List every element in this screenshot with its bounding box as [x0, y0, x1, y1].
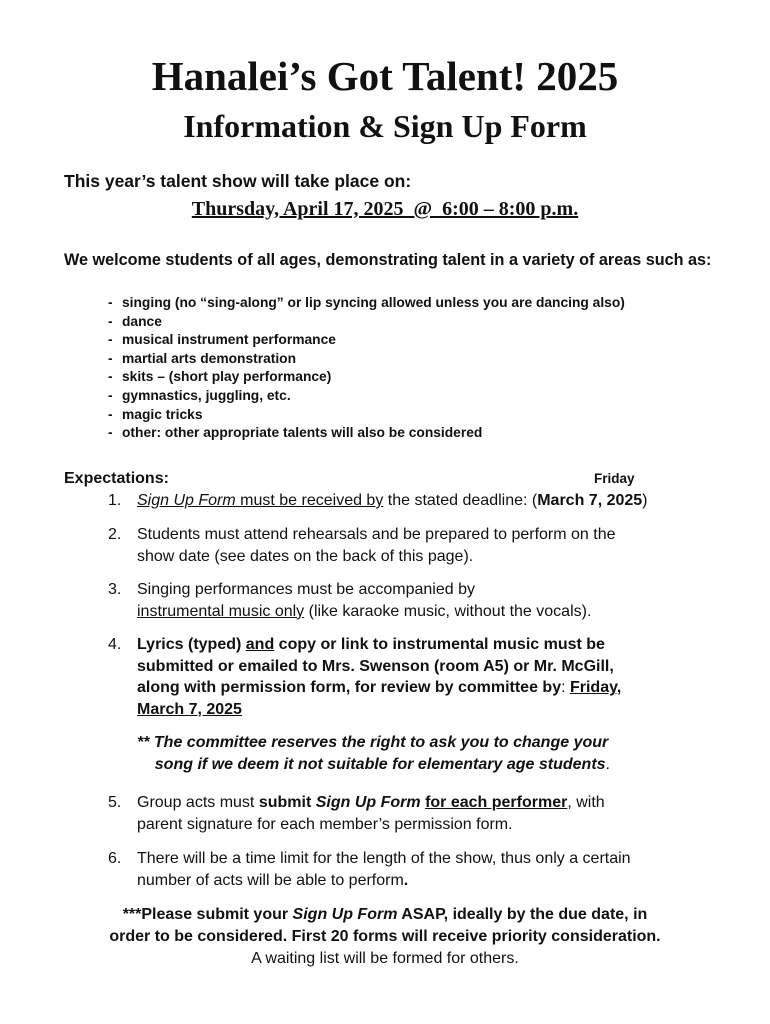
- item-text: Singing performances must be accompanied by instrumental music only (like karaoke music, without the vocals).: [137, 581, 592, 620]
- welcome-paragraph: We welcome students of all ages, demonstrating talent in a variety of areas such as:: [64, 251, 712, 269]
- list-item: - dance: [108, 313, 162, 329]
- item-number: 5.: [108, 794, 122, 811]
- list-item: - magic tricks: [108, 406, 203, 422]
- item-number: 6.: [108, 850, 122, 867]
- event-date-line: [0, 196, 770, 222]
- item-number: 2.: [108, 526, 122, 543]
- item-number: 3.: [108, 581, 122, 598]
- closing-note: ***Please submit your Sign Up Form ASAP, ideally by the due date, in order to be considered. First 20 forms will receive priority consideration. A waiting list will be formed for others.: [109, 906, 661, 967]
- expectations-heading: Expectations:: [64, 470, 169, 487]
- page-title: Hanalei’s Got Talent! 2025: [151, 53, 619, 99]
- list-item: - skits – (short play performance): [108, 369, 332, 385]
- page-subtitle: Information & Sign Up Form: [183, 108, 587, 144]
- item-text: Sign Up Form must be received by the stated deadline: (March 7, 2025): [137, 492, 648, 509]
- item-text: Students must attend rehearsals and be prepared to perform on the show date (see dates on the back of this page).: [137, 526, 616, 565]
- event-date: Thursday, April 17, 2025 @ 6:00 – 8:00 p.m.: [191, 198, 579, 220]
- item-text: Group acts must submit Sign Up Form for each performer, with parent signature for each member’s permission form.: [137, 794, 605, 833]
- item-number: 4.: [108, 636, 122, 653]
- list-item: - martial arts demonstration: [108, 350, 297, 366]
- list-item: - gymnastics, juggling, etc.: [108, 387, 291, 403]
- list-item: - other: other appropriate talents will also be considered: [108, 425, 483, 441]
- talent-areas-list: [108, 294, 625, 443]
- item-text: There will be a time limit for the length of the show, thus only a certain number of acts will be able to perform.: [137, 850, 631, 889]
- list-item: - singing (no “sing-along” or lip syncing allowed unless you are dancing also): [108, 295, 625, 310]
- list-item: - musical instrument performance: [108, 332, 336, 348]
- item-text: Lyrics (typed) and copy or link to instrumental music must be submitted or emailed to Mrs. Swenson (room A5) or Mr. McGill, along with permission form, for review by committee by: Friday, March 7, 2025: [137, 636, 622, 718]
- event-intro: This year’s talent show will take place on:: [64, 171, 412, 191]
- committee-note: ** The committee reserves the right to ask you to change your song if we deem it not suitable for elementary age students.: [137, 734, 610, 773]
- friday-annotation: Friday: [594, 471, 635, 486]
- item-number: 1.: [108, 492, 122, 509]
